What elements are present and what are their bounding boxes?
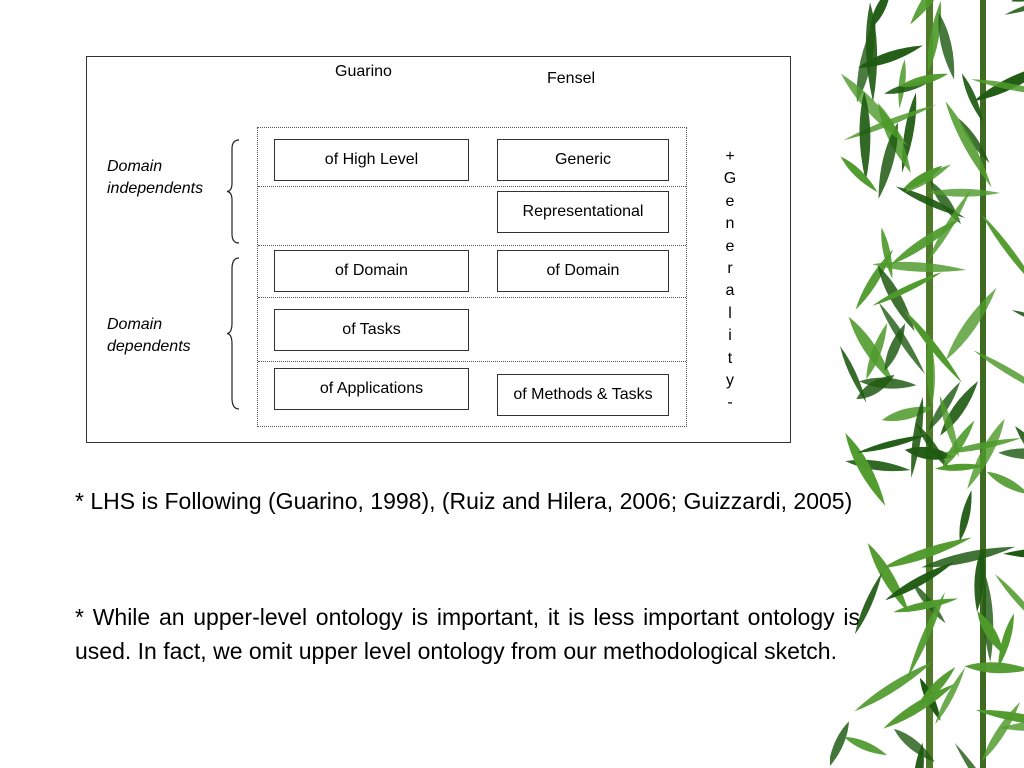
cell-high-level: of High Level [274, 139, 469, 181]
cell-methods-tasks: of Methods & Tasks [497, 374, 669, 416]
bamboo-leaf [972, 348, 1024, 402]
bamboo-leaf [1011, 307, 1024, 341]
cell-domain-right: of Domain [497, 250, 669, 292]
label-line: Domain [107, 158, 163, 175]
generality-char: y [726, 372, 734, 390]
cell-representational: Representational [497, 191, 669, 233]
brace-independents [226, 139, 240, 244]
bamboo-leaf [993, 572, 1024, 632]
bamboo-leaf [1009, 0, 1024, 7]
header-guarino: Guarino [335, 63, 392, 80]
cell-domain-left: of Domain [274, 250, 469, 292]
generality-char: r [727, 260, 733, 278]
bamboo-leaf [898, 92, 921, 174]
bamboo-leaves-decoration [830, 0, 1024, 768]
cell-applications: of Applications [274, 368, 469, 410]
generality-char: + [725, 148, 735, 165]
bamboo-leaf [941, 99, 996, 190]
bamboo-leaf [830, 719, 853, 768]
bamboo-leaf [985, 468, 1024, 498]
bamboo-leaf [956, 489, 975, 542]
label-domain-independents [107, 156, 203, 200]
row-divider [258, 186, 686, 187]
generality-char: a [725, 282, 735, 300]
cell-generic: Generic [497, 139, 669, 181]
label-line: dependents [107, 338, 191, 355]
row-divider [258, 297, 686, 298]
bamboo-leaf [1004, 0, 1024, 18]
cell-tasks: of Tasks [274, 309, 469, 351]
note-upper-level-ontology: * While an upper-level ontology is important, it is less important ontology is used. In fact, we omit upper level ontology from our methodological sketch. [75, 604, 860, 664]
label-line: independents [107, 180, 204, 197]
row-divider [258, 245, 686, 246]
label-domain-dependents [107, 314, 191, 358]
header-fensel: Fensel [547, 70, 596, 87]
bamboo-leaf [838, 154, 881, 195]
bamboo-leaf [852, 571, 885, 636]
generality-char: e [725, 192, 735, 210]
row-divider [258, 361, 686, 362]
brace-dependents [226, 257, 240, 410]
bamboo-leaf [964, 661, 1024, 675]
generality-char: i [728, 327, 732, 345]
generality-char: n [725, 215, 735, 233]
note-lhs-sources: * LHS is Following (Guarino, 1998), (Ruiz and Hilera, 2006; Guizzardi, 2005) [75, 488, 853, 514]
generality-char: l [728, 304, 732, 322]
bamboo-leaf [842, 733, 888, 759]
generality-char: t [727, 349, 733, 367]
label-line: Domain [107, 316, 163, 333]
generality-axis [720, 146, 740, 415]
bamboo-leaf [941, 284, 1001, 363]
bamboo-leaf [998, 447, 1024, 460]
generality-char: - [727, 394, 733, 412]
generality-char: e [725, 237, 735, 255]
generality-char: G [723, 170, 737, 188]
